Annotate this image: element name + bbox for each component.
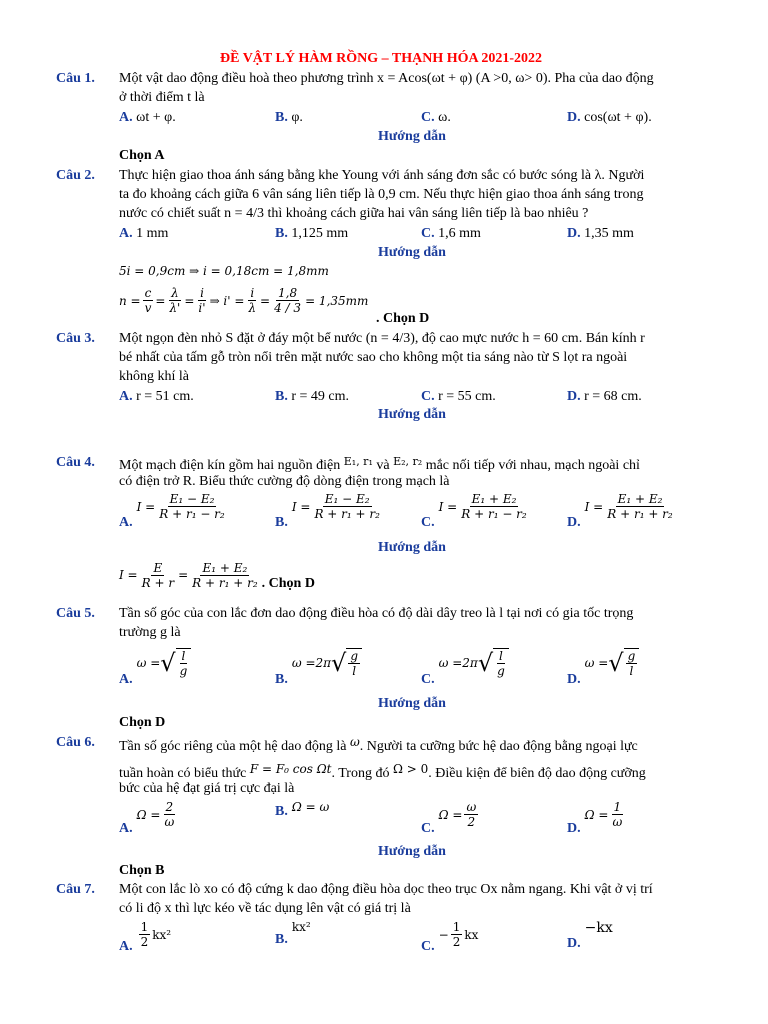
fraction-num: i bbox=[250, 286, 255, 300]
option-text: 1 mm bbox=[136, 226, 169, 241]
guide-heading: Hướng dẫn bbox=[378, 696, 446, 711]
answer-text: Chọn D bbox=[119, 715, 166, 730]
question-number: Câu 7. bbox=[56, 882, 95, 897]
fraction-num: λ bbox=[171, 286, 179, 300]
formula-text: I = bbox=[438, 499, 458, 514]
option-text: 1,6 mm bbox=[438, 226, 481, 241]
fraction-num: ω bbox=[466, 800, 477, 814]
formula-text: 2π bbox=[315, 656, 332, 670]
text-segment: tuần hoàn có biểu thức bbox=[119, 766, 247, 781]
formula-text: ω = bbox=[291, 656, 316, 670]
option-a bbox=[119, 800, 178, 837]
fraction-den: g bbox=[497, 664, 505, 678]
option-d bbox=[567, 492, 677, 531]
formula-text: kx² bbox=[152, 927, 172, 942]
fraction-den: g bbox=[179, 664, 188, 678]
fraction-den: R + r₁ + r₂ bbox=[607, 507, 673, 521]
option-label: C. bbox=[421, 226, 435, 241]
option-label: D. bbox=[567, 389, 581, 404]
fraction-num: E₁ + E₂ bbox=[617, 492, 663, 506]
formula-text: ⇒ i' = bbox=[209, 293, 245, 308]
option-label: C. bbox=[421, 110, 435, 125]
option-label: A. bbox=[119, 110, 133, 125]
option-label: C. bbox=[421, 672, 435, 687]
text-segment: mắc nối tiếp với nhau, mạch ngoài chỉ bbox=[425, 458, 640, 473]
guide-heading: Hướng dẫn bbox=[378, 407, 446, 422]
fraction bbox=[272, 286, 303, 315]
formula-text: n = bbox=[119, 293, 141, 308]
fraction-num: 1 bbox=[452, 920, 461, 934]
option-label: D. bbox=[567, 226, 581, 241]
question-text: Một con lắc lò xo có độ cứng k dao động điều hòa dọc theo trục Ox nằm ngang. Khi vật ở vị trí bbox=[119, 882, 653, 897]
formula-text: ω = bbox=[438, 656, 463, 670]
option-label: B. bbox=[275, 932, 288, 947]
option-label: C. bbox=[421, 821, 435, 836]
fraction-den: ω bbox=[164, 815, 175, 829]
option-label: B. bbox=[275, 672, 288, 687]
option-b bbox=[275, 389, 349, 405]
fraction-den: R + r₁ − r₂ bbox=[159, 507, 225, 521]
text-segment: . Người ta cưỡng bức hệ dao động bằng ngoại lực bbox=[359, 739, 638, 754]
formula-text: = 1,35mm bbox=[305, 293, 369, 308]
solution-formula: 5i = 0,9cm ⇒ i = 0,18cm = 1,8mm bbox=[119, 264, 329, 278]
fraction-den: λ' bbox=[169, 301, 181, 315]
option-label: C. bbox=[421, 515, 435, 530]
option-text: r = 51 cm. bbox=[136, 389, 194, 404]
fraction bbox=[196, 286, 207, 315]
fraction-den: ω bbox=[612, 815, 623, 829]
option-text: ωt + φ. bbox=[136, 110, 176, 125]
option-a bbox=[119, 492, 229, 531]
question-number: Câu 6. bbox=[56, 735, 95, 750]
question-text: Một vật dao động điều hoà theo phương trình x = Acos(ωt + φ) (A >0, ω> 0). Pha của dao động bbox=[119, 71, 654, 86]
option-text: r = 68 cm. bbox=[584, 389, 642, 404]
formula-text: kx² bbox=[291, 920, 311, 934]
option-b bbox=[275, 492, 384, 531]
formula-text: kx bbox=[464, 927, 479, 942]
option-a bbox=[119, 226, 168, 242]
question-text: không khí là bbox=[119, 369, 189, 384]
option-a bbox=[119, 389, 194, 405]
option-label: D. bbox=[567, 110, 581, 125]
option-b bbox=[275, 800, 329, 820]
option-label: B. bbox=[275, 804, 288, 819]
text-segment: . Điều kiện để biên độ dao động cưỡng bbox=[428, 766, 646, 781]
option-text: 1,125 mm bbox=[291, 226, 349, 241]
option-text: ω. bbox=[438, 110, 451, 125]
formula-text: I = bbox=[291, 499, 311, 514]
question-text: có điện trở R. Biểu thức cường độ dòng điện trong mạch là bbox=[119, 474, 450, 489]
question-text: ở thời điểm t là bbox=[119, 90, 205, 105]
option-d bbox=[567, 226, 634, 242]
omega-symbol: ω bbox=[349, 735, 360, 749]
option-d: D. ω = √ $\frac{g}{l}$ bbox=[567, 648, 639, 688]
option-b bbox=[275, 110, 303, 126]
fraction bbox=[246, 286, 258, 315]
option-label: A. bbox=[119, 672, 133, 687]
fraction bbox=[143, 286, 154, 315]
option-text: r = 55 cm. bbox=[438, 389, 496, 404]
option-label: B. bbox=[275, 110, 288, 125]
solution-formula: I = $\frac{E}{R + r}$ = $\frac{\text{E₁ + E₂}}{\text{R + r₁ + r₂}}$ . Chọn D bbox=[119, 560, 315, 591]
option-c bbox=[421, 492, 531, 531]
fraction-num: E bbox=[153, 560, 163, 575]
fraction-den: 2 bbox=[467, 815, 476, 829]
fraction-den: i' bbox=[198, 301, 206, 315]
fraction-num: 1 bbox=[613, 800, 622, 814]
fraction-den: l bbox=[352, 664, 357, 678]
option-a: A. ω = √ $\frac{l}{g}$ bbox=[119, 648, 191, 688]
solution-formula: n = $\frac{c}{v}$ = $\frac{\lambda}{\lambda'}$ = $\frac{i}{i'}$ ⇒ i' = $\frac{i}{\lambda}$ = $\frac{1,8}{4 / 3}$ = 1,35mm bbox=[119, 286, 369, 315]
question-text: nước có chiết suất n = 4/3 thì khoảng cách giữa hai vân sáng liên tiếp là bao nhiêu ? bbox=[119, 206, 589, 221]
option-label: D. bbox=[567, 936, 581, 951]
question-text: bức của hệ đạt giá trị cực đại là bbox=[119, 781, 295, 796]
fraction-num: l bbox=[499, 649, 503, 663]
question-text bbox=[119, 735, 638, 755]
question-number: Câu 4. bbox=[56, 455, 95, 470]
formula-text: Ω = bbox=[136, 807, 161, 822]
fraction-den: R + r₁ + r₂ bbox=[192, 575, 258, 590]
formula-text: −kx bbox=[584, 920, 613, 936]
fraction-num: 1 bbox=[140, 920, 149, 934]
option-label: B. bbox=[275, 389, 288, 404]
fraction-num: E₁ + E₂ bbox=[471, 492, 517, 506]
question-number: Câu 3. bbox=[56, 331, 95, 346]
fraction-den: R + r₁ − r₂ bbox=[461, 507, 527, 521]
page-title: ĐỀ VẬT LÝ HÀM RỒNG – THẠNH HÓA 2021-2022 bbox=[220, 51, 543, 66]
guide-heading: Hướng dẫn bbox=[378, 129, 446, 144]
guide-heading: Hướng dẫn bbox=[378, 844, 446, 859]
option-text: r = 49 cm. bbox=[291, 389, 350, 404]
fraction-num: l bbox=[181, 649, 186, 663]
question-text bbox=[119, 455, 640, 474]
answer-text: Chọn B bbox=[119, 863, 165, 878]
question-text: bé nhất của tấm gỗ tròn nổi trên mặt nước sao cho không một tia sáng nào từ S lọt ra ngoài bbox=[119, 350, 628, 365]
source-symbol: E₁, r₁ bbox=[343, 455, 373, 468]
option-text: φ. bbox=[291, 110, 303, 125]
text-segment: . Trong đó bbox=[331, 766, 390, 781]
answer-text: Chọn A bbox=[119, 148, 165, 163]
fraction-num: E₁ − E₂ bbox=[169, 492, 215, 506]
answer-text: . Chọn D bbox=[261, 576, 315, 591]
option-b: B. ω = 2π √ $\frac{g}{l}$ bbox=[275, 648, 362, 688]
option-c: C. ω = 2π √ $\frac{l}{g}$ bbox=[421, 648, 509, 688]
fraction-num: g bbox=[350, 649, 359, 663]
option-d bbox=[567, 389, 642, 405]
fraction-den: R + r₁ + r₂ bbox=[314, 507, 380, 521]
fraction-num: E₁ − E₂ bbox=[324, 492, 370, 506]
condition-formula: Ω > 0 bbox=[392, 762, 429, 776]
fraction-num: g bbox=[627, 649, 636, 663]
question-number: Câu 1. bbox=[56, 71, 95, 86]
option-label: D. bbox=[567, 672, 581, 687]
formula-text: − bbox=[438, 927, 449, 942]
formula-text: Ω = bbox=[438, 807, 463, 822]
question-text: Tần số góc của con lắc đơn dao động điều hòa có độ dài dây treo là l tại nơi có gia tốc trọng bbox=[119, 606, 634, 621]
option-label: A. bbox=[119, 226, 133, 241]
option-d bbox=[567, 800, 626, 837]
text-segment: Một mạch điện kín gồm hai nguồn điện bbox=[119, 458, 341, 473]
option-c bbox=[421, 226, 481, 242]
question-number: Câu 2. bbox=[56, 168, 95, 183]
option-c bbox=[421, 389, 496, 405]
question-text: ta đo khoảng cách giữa 6 vân sáng liên tiếp là 0,9 cm. Nếu thực hiện giao thoa ánh sáng trong bbox=[119, 187, 644, 202]
fraction-den: 2 bbox=[452, 935, 461, 949]
question-text bbox=[119, 762, 646, 782]
formula-text: ω = bbox=[136, 656, 161, 670]
answer-text: . Chọn D bbox=[376, 311, 430, 326]
formula-text: Ω = bbox=[584, 807, 609, 822]
option-label: A. bbox=[119, 821, 133, 836]
option-text: 1,35 mm bbox=[584, 226, 634, 241]
formula-text: ω = bbox=[584, 656, 609, 670]
fraction-den: l bbox=[629, 664, 634, 678]
option-b bbox=[275, 920, 311, 948]
option-label: A. bbox=[119, 515, 133, 530]
option-label: B. bbox=[275, 226, 288, 241]
option-label: A. bbox=[119, 939, 133, 954]
question-text: Thực hiện giao thoa ánh sáng bằng khe Young với ánh sáng đơn sắc có bước sóng là λ. Người bbox=[119, 168, 645, 183]
fraction-num: E₁ + E₂ bbox=[202, 560, 248, 575]
formula-text: I = bbox=[119, 568, 138, 582]
text-segment: Tần số góc riêng của một hệ dao động là bbox=[119, 739, 347, 754]
force-formula: F = F₀ cos Ωt bbox=[249, 762, 332, 776]
formula-text: Ω = ω bbox=[291, 800, 330, 814]
fraction-num: 1,8 bbox=[278, 286, 298, 300]
question-text: Một ngọn đèn nhỏ S đặt ở đáy một bể nước (n = 4/3), độ cao mực nước h = 60 cm. Bán kính r bbox=[119, 331, 645, 346]
fraction-den: v bbox=[144, 301, 152, 315]
fraction bbox=[167, 286, 182, 315]
fraction-den: R + r bbox=[141, 575, 175, 590]
guide-heading: Hướng dẫn bbox=[378, 540, 446, 555]
option-text: cos(ωt + φ). bbox=[584, 110, 652, 125]
question-number: Câu 5. bbox=[56, 606, 95, 621]
question-text: trường g là bbox=[119, 625, 181, 640]
fraction-num: c bbox=[144, 286, 152, 300]
fraction-den: 4 / 3 bbox=[274, 301, 302, 315]
option-label: D. bbox=[567, 515, 581, 530]
formula-text: I = bbox=[136, 499, 156, 514]
option-d bbox=[567, 920, 613, 952]
text-segment: và bbox=[376, 458, 390, 473]
fraction-num: i bbox=[200, 286, 204, 300]
formula-text: 2π bbox=[462, 656, 478, 670]
question-text: có li độ x thì lực kéo về tác dụng lên vật có giá trị là bbox=[119, 901, 411, 916]
option-a bbox=[119, 110, 176, 126]
fraction-num: 2 bbox=[165, 800, 174, 814]
fraction-den: λ bbox=[248, 301, 257, 315]
option-a bbox=[119, 920, 171, 955]
source-symbol: E₂, r₂ bbox=[393, 455, 423, 468]
option-label: A. bbox=[119, 389, 133, 404]
option-c bbox=[421, 800, 480, 837]
option-d bbox=[567, 110, 652, 126]
option-label: B. bbox=[275, 515, 288, 530]
option-b bbox=[275, 226, 348, 242]
option-c bbox=[421, 920, 478, 955]
formula-text: I = bbox=[584, 499, 604, 514]
option-label: C. bbox=[421, 389, 435, 404]
guide-heading: Hướng dẫn bbox=[378, 245, 446, 260]
option-label: D. bbox=[567, 821, 581, 836]
fraction-den: 2 bbox=[140, 935, 149, 949]
option-c bbox=[421, 110, 451, 126]
option-label: C. bbox=[421, 939, 435, 954]
